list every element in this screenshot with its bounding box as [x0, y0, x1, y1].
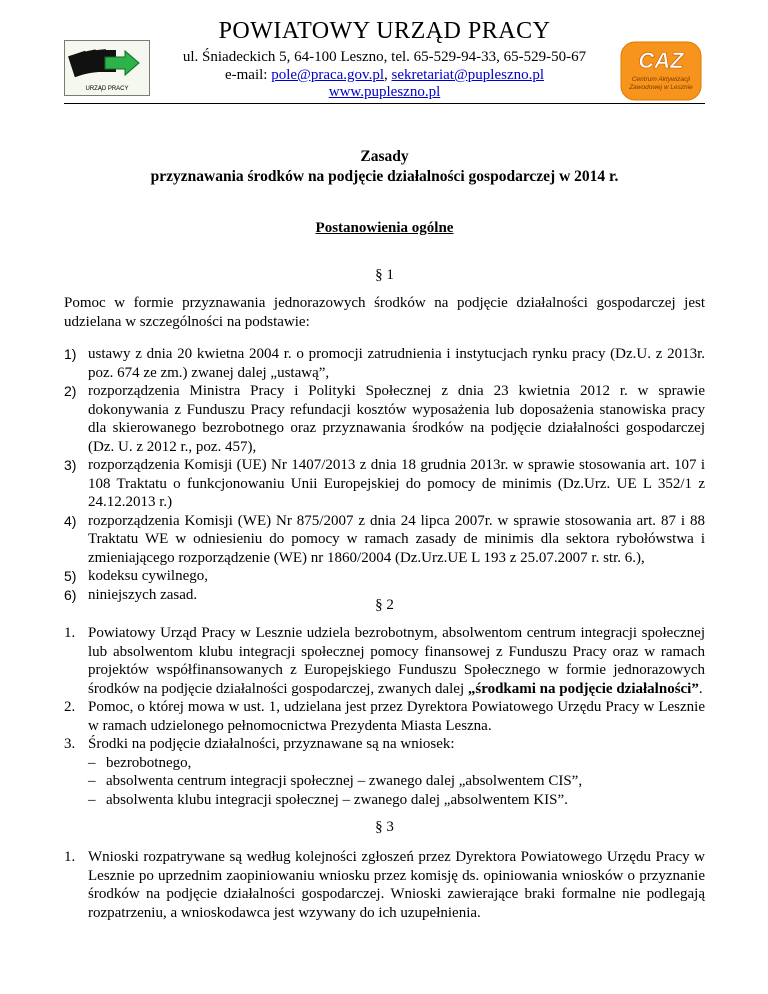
list-text: ustawy z dnia 20 kwietna 2004 r. o promocji zatrudnienia i instytucjach rynku pracy (Dz.U. z 2013r. poz. 674 ze zm.) zwanej dalej „ustawą”,	[88, 346, 705, 381]
email-link-sekretariat[interactable]: sekretariat@pupleszno.pl	[391, 67, 545, 83]
website-link[interactable]: www.pupleszno.pl	[328, 84, 441, 100]
email-label: e-mail:	[224, 67, 272, 83]
list-text: rozporządzenia Komisji (UE) Nr 1407/2013 z dnia 18 grudnia 2013r. w sprawie stosowania art. 107 i 108 Traktatu o funkcjonowaniu Unii Europejskiej do pomocy de minimis (Dz.Urz. UE L 352/1 z 24.12.2013 r.)	[88, 457, 705, 510]
list-text-end: .	[698, 680, 703, 697]
list-number: 3)	[64, 457, 77, 473]
letterhead	[64, 18, 705, 102]
list-text: rozporządzenia Komisji (WE) Nr 875/2007 z dnia 24 lipca 2007r. w sprawie stosowania art. 87 i 88 Traktatu WE w odniesieniu do pomocy w ramach zasady de minimis dla sektora rybołówstwa i zmieniającego rozporządzenie (WE) nr 1860/2004 (Dz.Urz.UE L 193 z 25.07.2007 r. str. 6.),	[88, 512, 705, 566]
dash-list-item	[88, 754, 705, 773]
logo-caption: URZĄD PRACY	[85, 86, 129, 92]
list-number: 1.	[64, 849, 76, 865]
list-text: Wnioski rozpatrywane są według kolejności zgłoszeń przez Dyrektora Powiatowego Urzędu Pracy w Lesznie po uprzednim zaopiniowaniu wniosku przez komisję ds. opiniowania wniosków o przyznanie środków na podjęcie działalności gospodarczej. Wnioski zawierające braki formalne nie podlegają rozpatrzeniu, a wnioskodawca jest wzywany do ich uzupełnienia.	[88, 849, 705, 921]
email-separator: ,	[384, 67, 392, 83]
list-item	[64, 567, 705, 586]
list-item	[64, 456, 705, 512]
website-line	[64, 84, 705, 101]
caz-logo	[619, 40, 703, 102]
dash-bullet: –	[88, 791, 96, 808]
section-heading: Postanowienia ogólne	[315, 220, 454, 236]
list-item	[64, 345, 705, 382]
office-name: POWIATOWY URZĄD PRACY	[218, 18, 551, 44]
list-number: 1)	[64, 346, 77, 362]
list-item	[64, 848, 705, 922]
dash-item-text: bezrobotnego,	[106, 754, 192, 771]
email-line	[64, 67, 705, 84]
document-title	[64, 147, 705, 187]
dash-item-text: absolwenta klubu integracji społecznej – zwanego dalej „absolwentem KIS”.	[106, 791, 568, 808]
paragraph-symbol-1: § 1	[375, 267, 394, 283]
list-item	[64, 624, 705, 698]
list-number: 3.	[64, 736, 76, 752]
title-line-2: przyznawania środków na podjęcie działalności gospodarczej w 2014 r.	[150, 168, 619, 185]
list-number: 5)	[64, 568, 77, 584]
paragraph-symbol-3: § 3	[375, 819, 394, 835]
list-number: 1.	[64, 625, 76, 641]
list-text: niniejszych zasad.	[88, 586, 198, 603]
list-item	[64, 512, 705, 568]
dash-list-item	[88, 772, 705, 791]
legal-basis-list	[64, 345, 705, 604]
office-address: ul. Śniadeckich 5, 64-100 Leszno, tel. 65-529-94-33, 65-529-50-67	[182, 49, 587, 65]
list-text: Pomoc, o której mowa w ust. 1, udzielana jest przez Dyrektora Powiatowego Urzędu Pracy w Lesznie w ramach udzielonego pełnomocnictwa Prezydenta Miasta Leszna.	[88, 699, 705, 734]
list-item	[64, 698, 705, 735]
list-text: Powiatowy Urząd Pracy w Lesznie udziela bezrobotnym, absolwentom centrum integracji społecznej lub absolwentom klubu integracji społecznej pomocy finansowej z Funduszu Pracy oraz w ramach projektów współfinansowanych z Europejskiego Funduszu Społecznego w formie jednorazowych środków na podjęcie działalności gospodarczej, zwanych dalej	[88, 625, 705, 697]
paragraph-symbol-2: § 2	[375, 597, 394, 613]
caz-logo-text: CAZ	[638, 48, 684, 73]
paragraph-3-list	[64, 848, 705, 922]
list-item	[64, 382, 705, 456]
dash-bullet: –	[88, 773, 96, 789]
list-text: kodeksu cywilnego,	[88, 568, 208, 584]
paragraph-1-intro: Pomoc w formie przyznawania jednorazowych środków na podjęcie działalności gospodarczej jest udzielana w szczególności na podstawie:	[64, 295, 705, 330]
list-number: 6)	[64, 586, 77, 603]
list-text: rozporządzenia Ministra Pracy i Polityki Społecznej z dnia 23 kwietnia 2012 r. w sprawie dokonywania z Funduszu Pracy refundacji kosztów wyposażenia lub doposażenia stanowiska pracy dla skierowanego bezrobotnego oraz przyznawania środków na podjęcie działalności gospodarczej (Dz. U. z 2012 r., poz. 457),	[88, 383, 705, 455]
header-divider	[64, 103, 705, 104]
dash-item-text: absolwenta centrum integracji społecznej – zwanego dalej „absolwentem CIS”,	[106, 773, 583, 789]
list-number: 2.	[64, 699, 76, 715]
dash-list-item	[88, 791, 705, 810]
paragraph-2-list	[64, 624, 705, 809]
dash-bullet: –	[88, 754, 96, 771]
list-number: 4)	[64, 512, 77, 529]
list-text-bold: „środkami na podjęcie działalności”	[467, 680, 699, 697]
list-text: Środki na podjęcie działalności, przyznawane są na wniosek:	[88, 736, 455, 752]
caz-logo-caption-1: Centrum Aktywizacji	[631, 76, 691, 83]
title-line-1: Zasady	[360, 148, 409, 165]
list-item	[64, 735, 705, 809]
caz-logo-caption-2: Zawodowej w Lesznie	[629, 84, 693, 91]
list-number: 2)	[64, 383, 77, 399]
email-link-pole[interactable]: pole@praca.gov.pl	[271, 67, 385, 83]
